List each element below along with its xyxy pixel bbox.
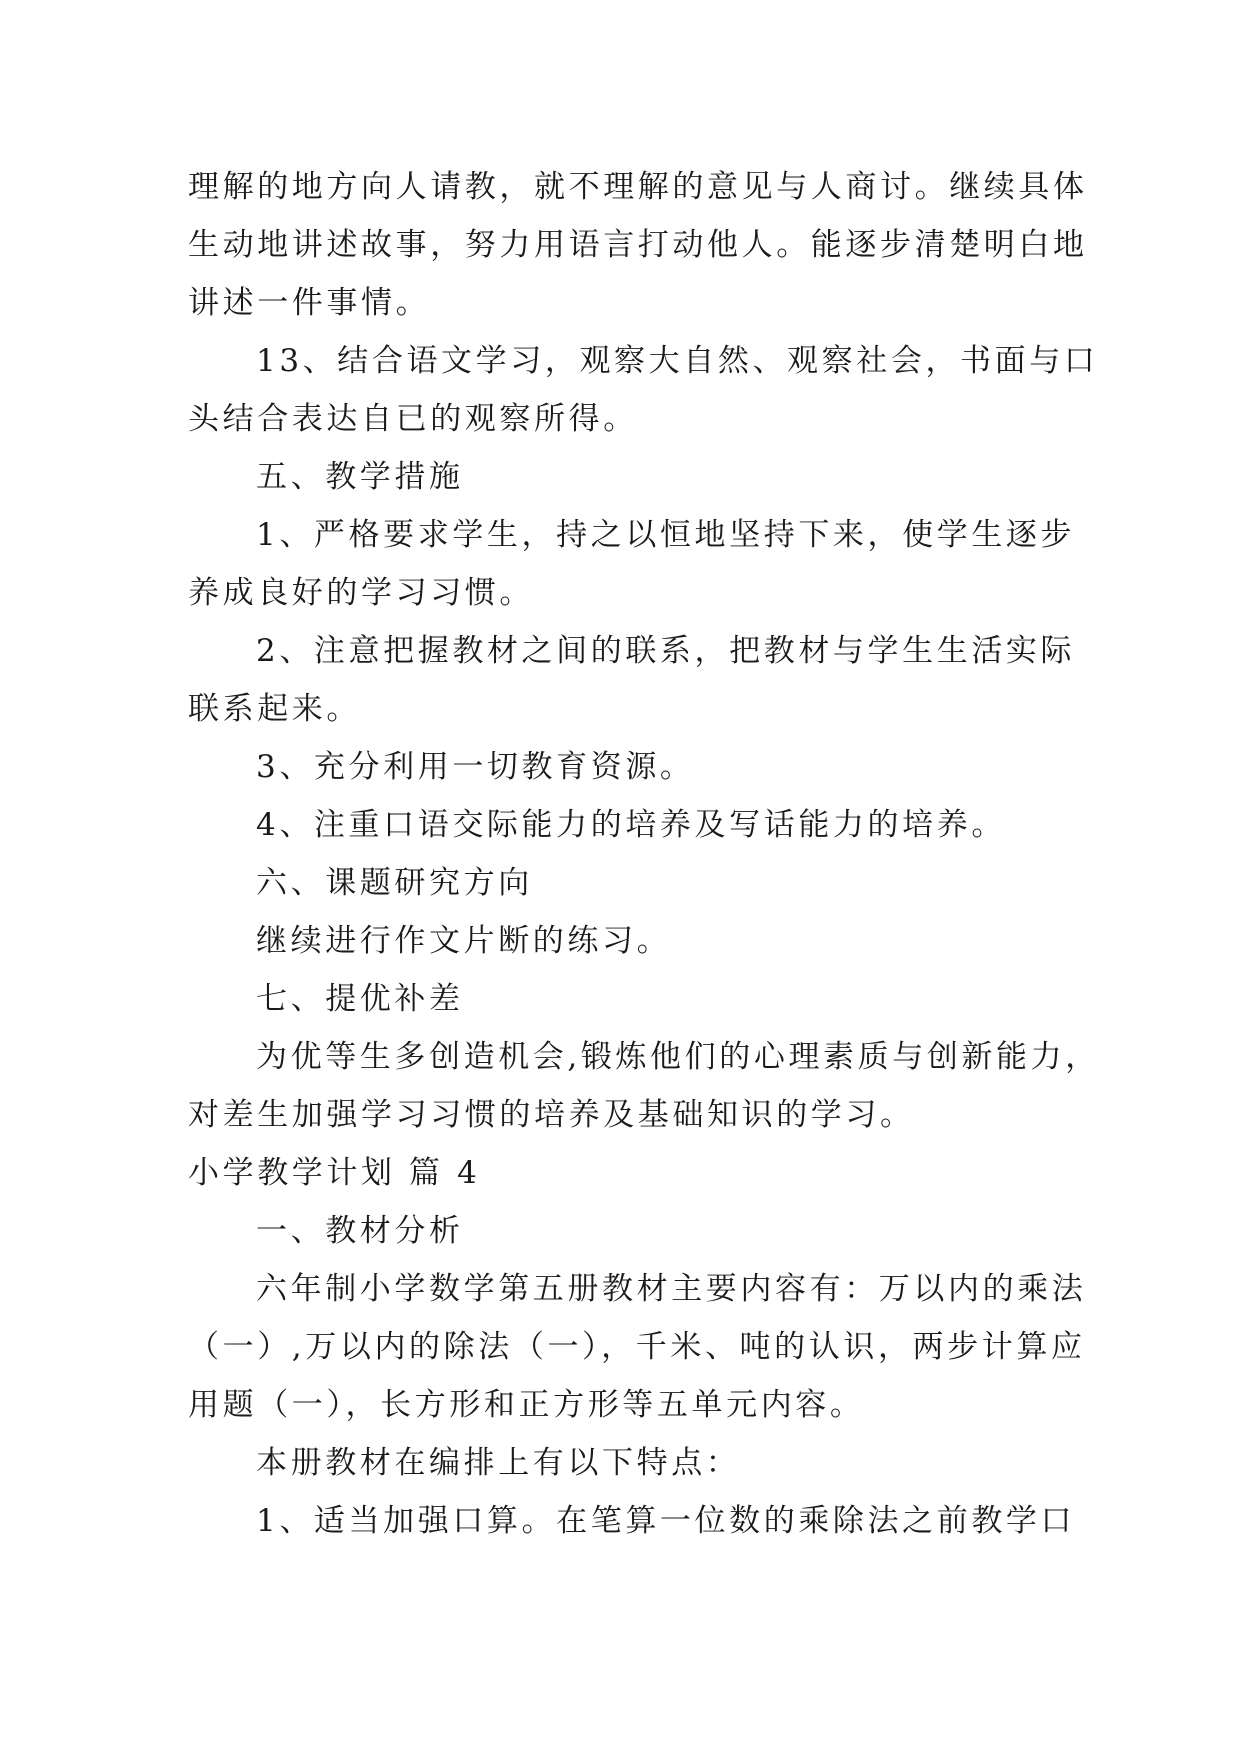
section-heading: 六、课题研究方向 <box>256 865 533 901</box>
paragraph-line: 用题（一），长方形和正方形等五单元内容。 <box>188 1387 865 1423</box>
paragraph-line: 生动地讲述故事，努力用语言打动他人。能逐步清楚明白地 <box>188 227 1088 263</box>
paragraph-line: 1、严格要求学生，持之以恒地坚持下来，使学生逐步 <box>256 517 1076 553</box>
paragraph-line: 头结合表达自已的观察所得。 <box>188 401 638 437</box>
paragraph-line: 2、注意把握教材之间的联系，把教材与学生生活实际 <box>256 633 1076 669</box>
paragraph-line: 13、结合语文学习，观察大自然、观察社会，书面与口 <box>256 343 1099 379</box>
paragraph-line: 对差生加强学习习惯的培养及基础知识的学习。 <box>188 1097 915 1133</box>
paragraph-line: 为优等生多创造机会,锻炼他们的心理素质与创新能力， <box>256 1039 1100 1075</box>
section-heading: 一、教材分析 <box>256 1213 464 1249</box>
paragraph-line: 3、充分利用一切教育资源。 <box>256 749 695 785</box>
paragraph-line: 六年制小学数学第五册教材主要内容有：万以内的乘法 <box>256 1271 1087 1307</box>
paragraph-line: 1、适当加强口算。在笔算一位数的乘除法之前教学口 <box>256 1503 1076 1539</box>
paragraph-line: 养成良好的学习习惯。 <box>188 575 534 611</box>
section-heading: 五、教学措施 <box>256 459 464 495</box>
paragraph-line: 讲述一件事情。 <box>188 285 431 321</box>
paragraph-line: 4、注重口语交际能力的培养及写话能力的培养。 <box>256 807 1006 843</box>
paragraph-line: 本册教材在编排上有以下特点： <box>256 1445 741 1481</box>
paragraph-line: 继续进行作文片断的练习。 <box>256 923 672 959</box>
paragraph-line: 联系起来。 <box>188 691 361 727</box>
section-heading: 七、提优补差 <box>256 981 464 1017</box>
article-title: 小学教学计划 篇 4 <box>188 1155 481 1191</box>
paragraph-line: （一）,万以内的除法（一），千米、吨的认识，两步计算应 <box>188 1329 1086 1365</box>
paragraph-line: 理解的地方向人请教，就不理解的意见与人商讨。继续具体 <box>188 169 1088 205</box>
document-body <box>188 158 1100 1550</box>
